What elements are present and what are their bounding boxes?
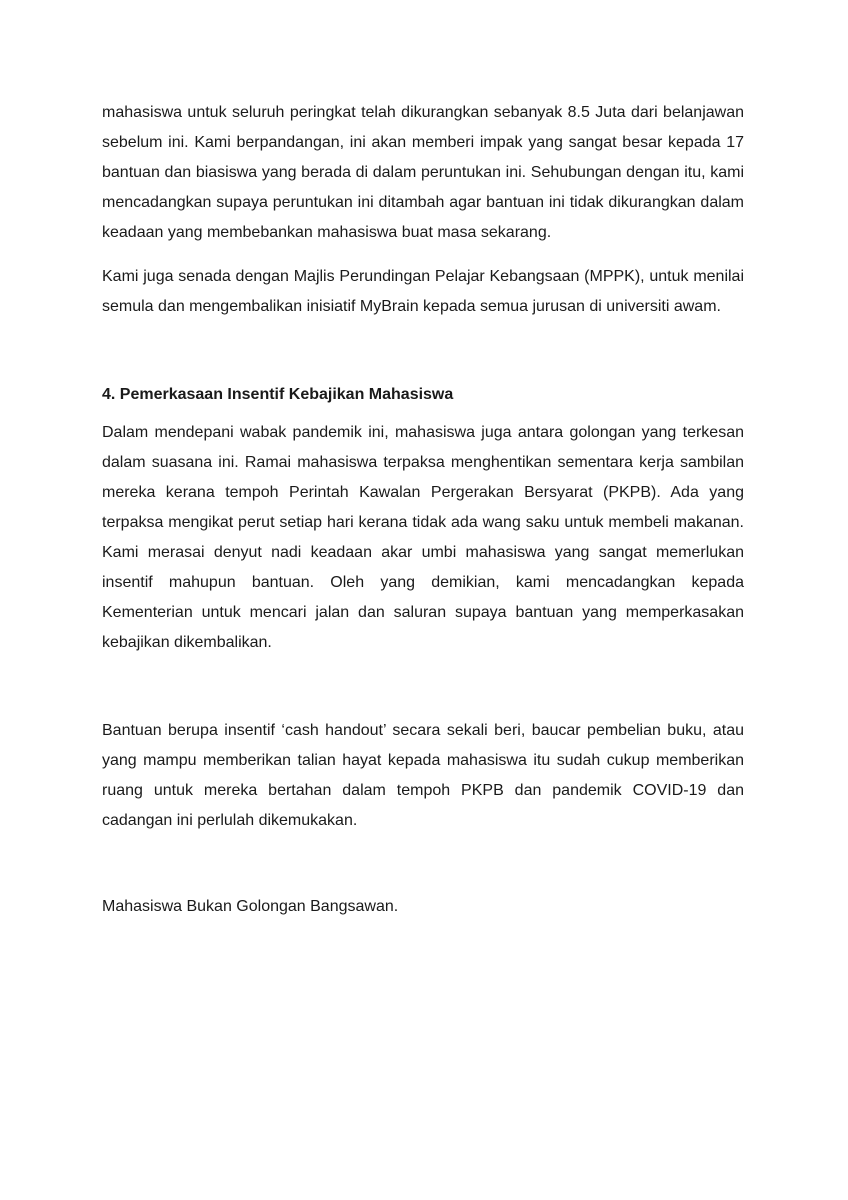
body-paragraph-cash-handout: Bantuan berupa insentif ‘cash handout’ secara sekali beri, baucar pembelian buku, atau yang mampu memberikan talian hayat kepada mahasiswa itu sudah cukup memberikan ruang untuk mereka bertahan dalam tempoh PKPB dan pandemik COVID-19 dan cadangan ini perlulah dikemukakan. (102, 722, 744, 829)
body-paragraph-budget: mahasiswa untuk seluruh peringkat telah dikurangkan sebanyak 8.5 Juta dari belanjawan sebelum ini. Kami berpandangan, ini akan memberi impak yang sangat besar kepada 17 bantuan dan biasiswa yang berada di dalam peruntukan ini. Sehubungan dengan itu, kami mencadangkan supaya peruntukan ini ditambah agar bantuan ini tidak dikurangkan dalam keadaan yang membebankan mahasiswa buat masa sekarang. (102, 104, 744, 241)
body-paragraph-mybrain: Kami juga senada dengan Majlis Perundingan Pelajar Kebangsaan (MPPK), untuk menilai semula dan mengembalikan inisiatif MyBrain kepada semua jurusan di universiti awam. (102, 268, 744, 315)
document-body (102, 98, 744, 922)
section-4 (102, 380, 744, 658)
section-heading: 4. Pemerkasaan Insentif Kebajikan Mahasiswa (102, 386, 454, 403)
body-paragraph-welfare: Dalam mendepani wabak pandemik ini, mahasiswa juga antara golongan yang terkesan dalam suasana ini. Ramai mahasiswa terpaksa menghentikan sementara kerja sambilan mereka kerana tempoh Perintah Kawalan Pergerakan Bersyarat (PKPB). Ada yang terpaksa mengikat perut setiap hari kerana tidak ada wang saku untuk membeli makanan. Kami merasai denyut nadi keadaan akar umbi mahasiswa yang sangat memerlukan insentif mahupun bantuan. Oleh yang demikian, kami mencadangkan kepada Kementerian untuk mencari jalan dan saluran supaya bantuan yang memperkasakan kebajikan dikembalikan. (102, 424, 744, 651)
closing-line: Mahasiswa Bukan Golongan Bangsawan. (102, 898, 399, 915)
